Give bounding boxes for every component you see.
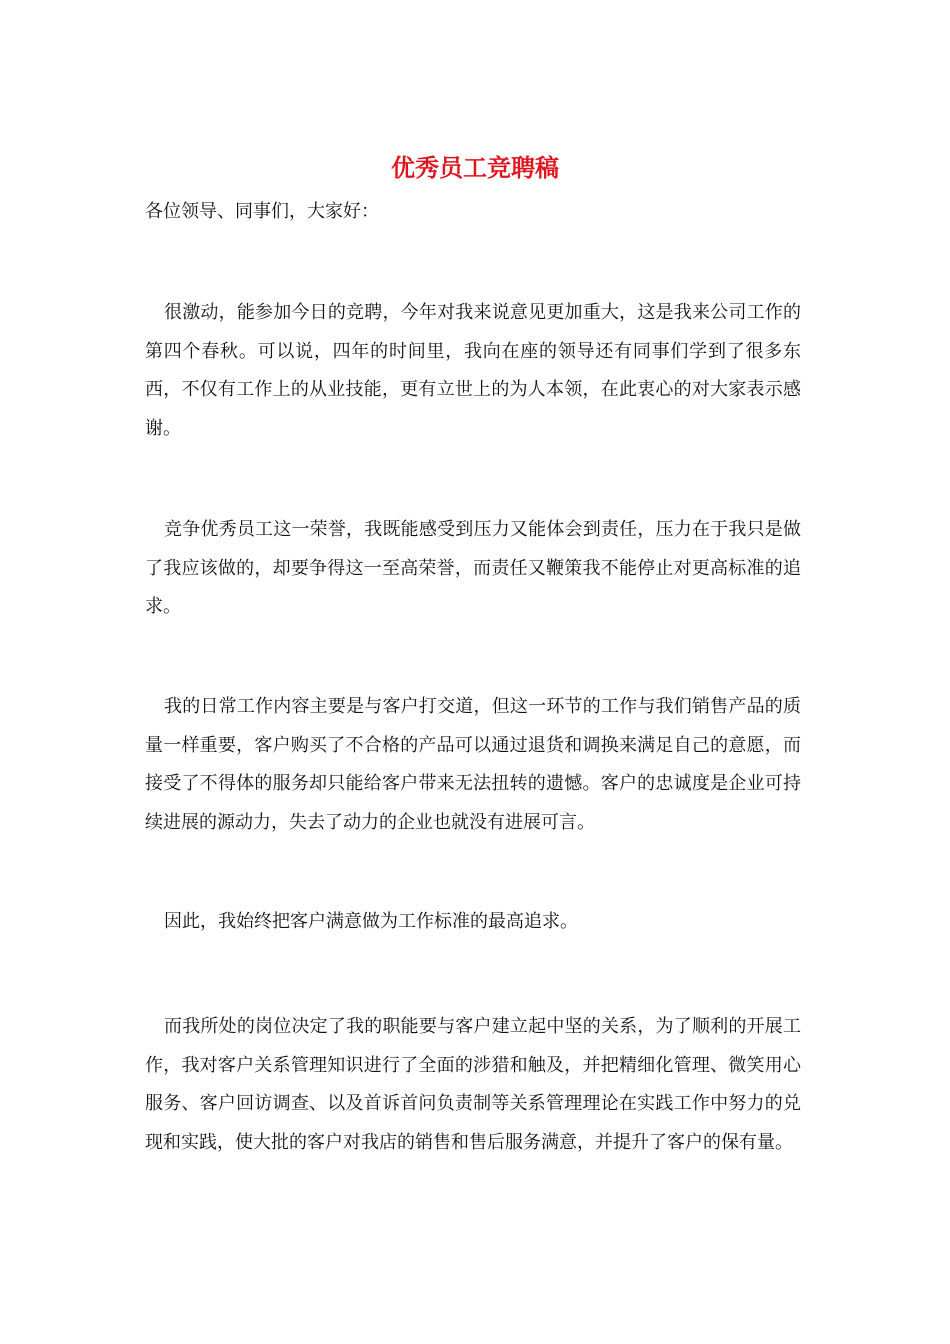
body-paragraph-1: 很激动，能参加今日的竞聘，今年对我来说意见更加重大，这是我来公司工作的第四个春秋。可以说，四年的时间里，我向在座的领导还有同事们学到了很多东西，不仅有工作上的从业技能，更有立世上的为人本领，在此衷心的对大家表示感谢。: [145, 302, 801, 439]
body-paragraph-2: 竞争优秀员工这一荣誉，我既能感受到压力又能体会到责任，压力在于我只是做了我应该做的，却要争得这一至高荣誉，而责任又鞭策我不能停止对更高标准的追求。: [145, 519, 801, 617]
body-paragraph-5: 而我所处的岗位决定了我的职能要与客户建立起中坚的关系，为了顺利的开展工作，我对客户关系管理知识进行了全面的涉猎和触及，并把精细化管理、微笑用心服务、客户回访调查、以及首诉首问负责制等关系管理理论在实践工作中努力的兑现和实践，使大批的客户对我店的销售和售后服务满意，并提升了客户的保有量。: [145, 1016, 801, 1153]
body-paragraph-4: 因此，我始终把客户满意做为工作标准的最高追求。: [164, 911, 578, 932]
greeting-line: 各位领导、同事们，大家好：: [145, 201, 379, 222]
document-title: 优秀员工竞聘稿: [391, 153, 559, 182]
body-paragraph-3: 我的日常工作内容主要是与客户打交道，但这一环节的工作与我们销售产品的质量一样重要，客户购买了不合格的产品可以通过退货和调换来满足自己的意愿，而接受了不得体的服务却只能给客户带来无法扭转的遗憾。客户的忠诚度是企业可持续进展的源动力，失去了动力的企业也就没有进展可言。: [145, 696, 801, 833]
